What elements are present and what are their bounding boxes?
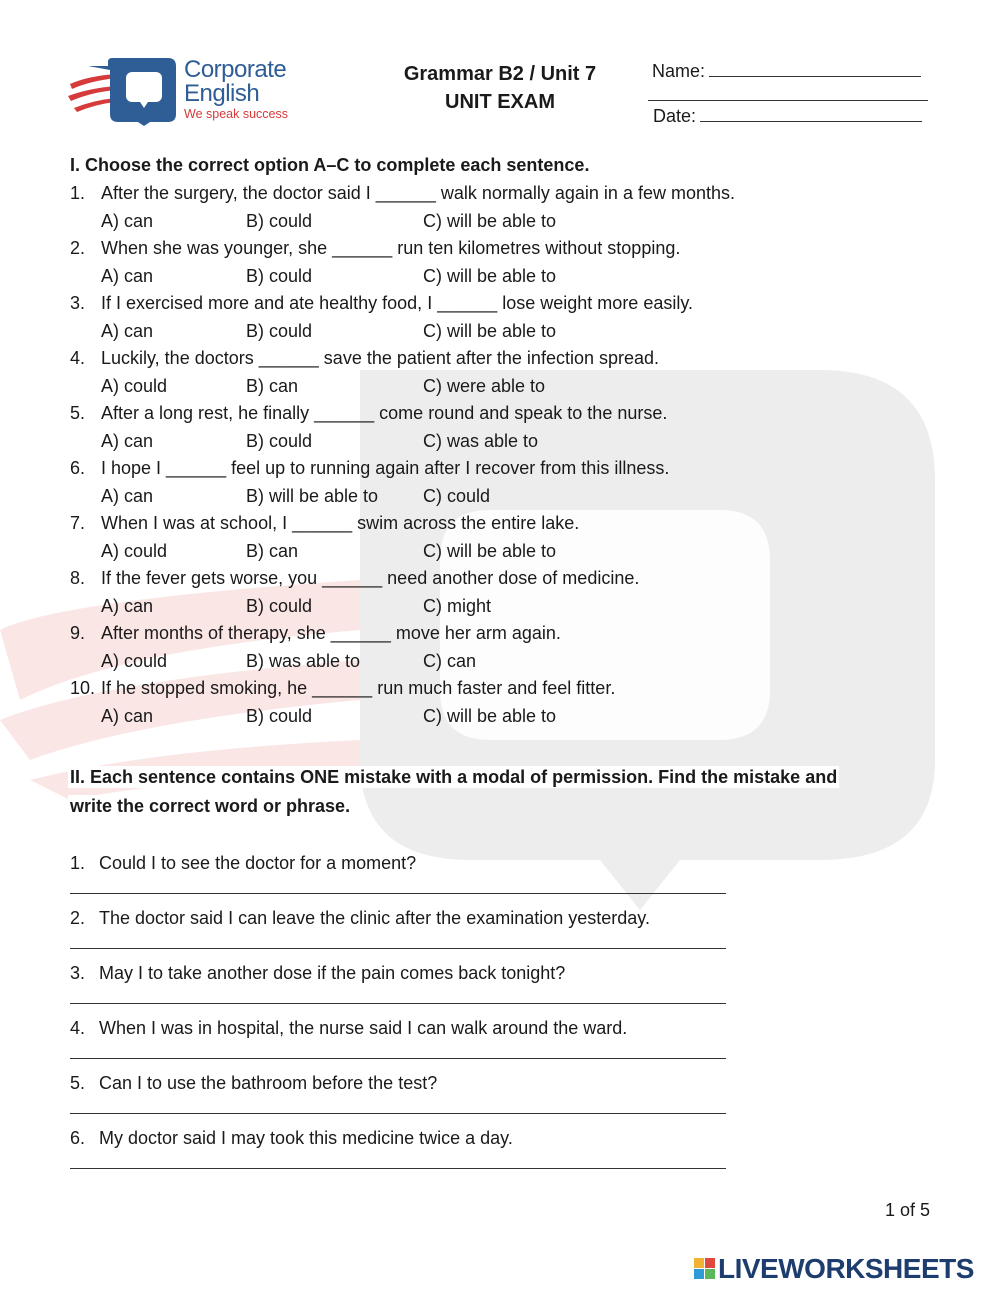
question-item: [70, 290, 950, 345]
question-number: 3.: [70, 293, 86, 313]
option-b[interactable]: B) could: [246, 596, 313, 616]
question-item: [70, 180, 950, 235]
logo-line1: Corporate: [184, 56, 287, 83]
item-number: 1.: [70, 853, 86, 873]
logo-line2: English: [184, 80, 260, 107]
option-a[interactable]: A) can: [101, 266, 154, 286]
option-b[interactable]: B) could: [246, 431, 313, 451]
question-number: 2.: [70, 238, 86, 258]
answer-line[interactable]: [70, 1168, 726, 1169]
answer-line[interactable]: [70, 1058, 726, 1059]
question-stem: If he stopped smoking, he ______ run much faster and feel fitter.: [101, 678, 616, 698]
item-sentence: Could I to see the doctor for a moment?: [99, 853, 417, 873]
question-number: 5.: [70, 403, 86, 423]
correction-item: [70, 1125, 730, 1180]
item-number: 6.: [70, 1128, 86, 1148]
date-input-line[interactable]: [700, 105, 922, 122]
name-label: Name:: [652, 61, 706, 81]
question-stem: If I exercised more and ate healthy food, I ______ lose weight more easily.: [101, 293, 694, 313]
logo-speech-bubble-icon: [68, 56, 180, 126]
option-b[interactable]: B) could: [246, 706, 313, 726]
correction-item: [70, 1070, 730, 1125]
name-input-line[interactable]: [709, 60, 921, 77]
item-sentence: May I to take another dose if the pain comes back tonight?: [99, 963, 566, 983]
option-b[interactable]: B) could: [246, 321, 313, 341]
question-stem: After the surgery, the doctor said I ______ walk normally again in a few months.: [101, 183, 735, 203]
question-stem: If the fever gets worse, you ______ need another dose of medicine.: [101, 568, 640, 588]
section2-title: [68, 763, 918, 821]
section2-title-line2: write the correct word or phrase.: [70, 796, 351, 816]
option-a[interactable]: A) could: [101, 651, 168, 671]
item-sentence: Can I to use the bathroom before the test?: [99, 1073, 438, 1093]
question-stem: After a long rest, he finally ______ come round and speak to the nurse.: [101, 403, 668, 423]
item-sentence: When I was in hospital, the nurse said I can walk around the ward.: [99, 1018, 628, 1038]
exam-title-line1: Grammar B2 / Unit 7: [403, 63, 597, 85]
item-number: 4.: [70, 1018, 86, 1038]
question-stem: After months of therapy, she ______ move her arm again.: [101, 623, 561, 643]
question-item: [70, 455, 950, 510]
logo-wordmark: [184, 58, 288, 121]
answer-line[interactable]: [70, 948, 726, 949]
item-number: 3.: [70, 963, 86, 983]
question-number: 1.: [70, 183, 86, 203]
option-a[interactable]: A) could: [101, 376, 168, 396]
item-sentence: The doctor said I can leave the clinic after the examination yesterday.: [99, 908, 650, 928]
option-b[interactable]: B) can: [246, 376, 299, 396]
item-sentence: My doctor said I may took this medicine twice a day.: [99, 1128, 513, 1148]
exam-title: [380, 60, 620, 116]
question-number: 6.: [70, 458, 86, 478]
correction-item: [70, 905, 730, 960]
option-b[interactable]: B) was able to: [246, 651, 361, 671]
option-a[interactable]: A) can: [101, 431, 154, 451]
name-continuation-line[interactable]: [648, 84, 928, 106]
question-number: 7.: [70, 513, 86, 533]
section2-title-line1: II. Each sentence contains ONE mistake with a modal of permission. Find the mistake and: [70, 767, 838, 787]
option-b[interactable]: B) will be able to: [246, 486, 379, 506]
answer-line[interactable]: [70, 1113, 726, 1114]
option-c[interactable]: C) will be able to: [423, 541, 557, 561]
option-a[interactable]: A) can: [101, 321, 154, 341]
option-c[interactable]: C) will be able to: [423, 266, 557, 286]
question-stem: When I was at school, I ______ swim across the entire lake.: [101, 513, 580, 533]
question-number: 10.: [70, 678, 96, 698]
multiple-choice-list: [70, 180, 950, 730]
question-item: [70, 345, 950, 400]
question-item: [70, 620, 950, 675]
question-stem: When she was younger, she ______ run ten kilometres without stopping.: [101, 238, 681, 258]
question-item: [70, 675, 950, 730]
liveworksheets-icon: [694, 1258, 716, 1280]
option-b[interactable]: B) could: [246, 211, 313, 231]
item-number: 5.: [70, 1073, 86, 1093]
name-field: [652, 60, 921, 82]
question-number: 4.: [70, 348, 86, 368]
option-a[interactable]: A) can: [101, 211, 154, 231]
correction-item: [70, 850, 730, 905]
answer-line[interactable]: [70, 1003, 726, 1004]
exam-title-line2: UNIT EXAM: [445, 91, 555, 113]
question-number: 8.: [70, 568, 86, 588]
option-c[interactable]: C) could: [423, 486, 491, 506]
option-a[interactable]: A) can: [101, 486, 154, 506]
corporate-english-logo: [68, 56, 308, 126]
option-c[interactable]: C) were able to: [423, 376, 546, 396]
question-stem: I hope I ______ feel up to running again after I recover from this illness.: [101, 458, 670, 478]
option-c[interactable]: C) will be able to: [423, 706, 557, 726]
section1-title: I. Choose the correct option A–C to complete each sentence.: [70, 155, 590, 175]
option-c[interactable]: C) can: [423, 651, 477, 671]
answer-line[interactable]: [70, 893, 726, 894]
question-item: [70, 565, 950, 620]
question-item: [70, 510, 950, 565]
page-number: 1 of 5: [884, 1200, 930, 1220]
error-correction-list: [70, 850, 730, 1180]
option-a[interactable]: A) can: [101, 596, 154, 616]
option-a[interactable]: A) could: [101, 541, 168, 561]
correction-item: [70, 960, 730, 1015]
date-field: [653, 105, 922, 127]
option-b[interactable]: B) can: [246, 541, 299, 561]
option-c[interactable]: C) will be able to: [423, 321, 557, 341]
item-number: 2.: [70, 908, 86, 928]
correction-item: [70, 1015, 730, 1070]
option-b[interactable]: B) could: [246, 266, 313, 286]
option-c[interactable]: C) might: [423, 596, 492, 616]
brand-wordmark: LIVEWORKSHEETS: [718, 1253, 974, 1284]
option-c[interactable]: C) will be able to: [423, 211, 557, 231]
question-number: 9.: [70, 623, 86, 643]
question-item: [70, 400, 950, 455]
question-item: [70, 235, 950, 290]
date-label: Date:: [653, 106, 697, 126]
logo-tagline: We speak success: [184, 107, 288, 121]
question-stem: Luckily, the doctors ______ save the patient after the infection spread.: [101, 348, 660, 368]
option-c[interactable]: C) was able to: [423, 431, 539, 451]
option-a[interactable]: A) can: [101, 706, 154, 726]
